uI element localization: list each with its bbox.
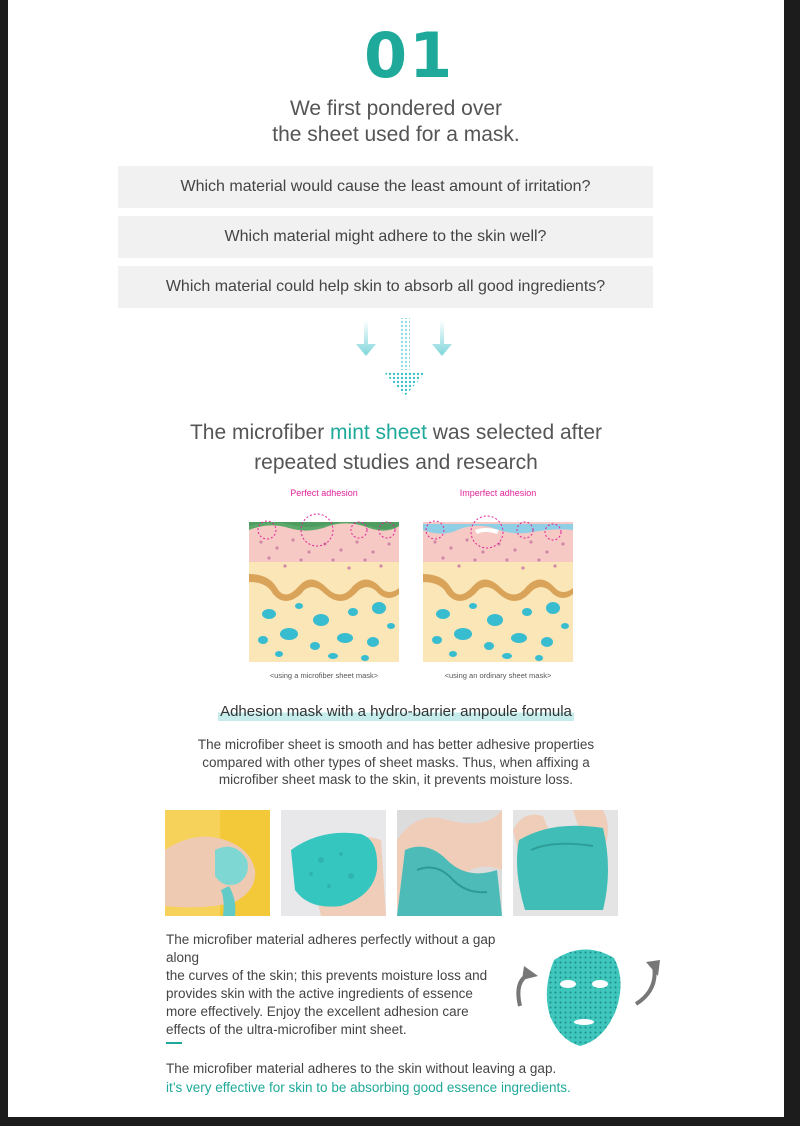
page [8,0,784,1117]
footer-text [166,1059,766,1097]
photo-hand-squeezing-sheet [165,810,270,916]
headline-line-2: repeated studies and research [254,451,538,474]
question-box-1: Which material would cause the least amount of irritation? [118,166,653,208]
intro-line-1: We first pondered over [289,97,503,120]
paragraph-line: The microfiber sheet is smooth and has better adhesive properties [197,737,595,752]
body-line: The microfiber material adheres perfectly without a gap along [166,932,496,965]
description-paragraph [8,736,784,789]
body-line: the curves of the skin; this prevents moisture loss and [166,968,488,983]
footer-line-2: it’s very effective for skin to be absorbing good essence ingredients. [166,1080,571,1095]
intro-line-2: the sheet used for a mask. [272,123,520,146]
question-box-3: Which material could help skin to absorb all good ingredients? [118,266,653,308]
paragraph-line: compared with other types of sheet masks. Thus, when affixing a [202,754,590,770]
divider-dash [166,1042,182,1044]
body-line: more effectively. Enjoy the excellent adhesion care [166,1004,469,1019]
diagram-label-perfect: Perfect adhesion [290,488,358,498]
footer-line-1: The microfiber material adheres to the skin without leaving a gap. [166,1061,557,1076]
headline-text-b: was selected after [426,421,603,444]
adhesion-description [166,931,511,1039]
paragraph-line: microfiber sheet mask to the skin, it prevents moisture loss. [218,772,574,787]
photo-sheet-on-palm [281,810,386,916]
section-number: 01 [364,19,455,92]
skin-layer-illustration-perfect [249,502,399,662]
headline-text-a: The microfiber [189,421,331,444]
subtitle-text: Adhesion mask with a hydro-barrier ampoule formula [220,703,572,720]
body-line: provides skin with the active ingredients of essence [166,986,473,1001]
photo-sheet-stretching [397,810,502,916]
skin-diagram-perfect [249,488,399,680]
question-box-2: Which material might adhere to the skin well? [118,216,653,258]
diagram-caption-imperfect: <using an ordinary sheet mask> [444,671,552,680]
photo-sheet-held-up [513,810,618,916]
headline [8,418,784,478]
section-subtitle [8,703,784,721]
face-mask-illustration [508,940,668,1050]
diagram-caption-perfect: <using a microfiber sheet mask> [269,671,379,680]
body-line: effects of the ultra-microfiber mint sheet. [166,1022,407,1037]
diagram-label-imperfect: Imperfect adhesion [459,488,537,498]
skin-diagram-imperfect [423,488,573,680]
skin-layer-illustration-imperfect [423,502,573,662]
headline-highlight: mint sheet [330,421,427,444]
down-arrows-icon [344,316,464,396]
